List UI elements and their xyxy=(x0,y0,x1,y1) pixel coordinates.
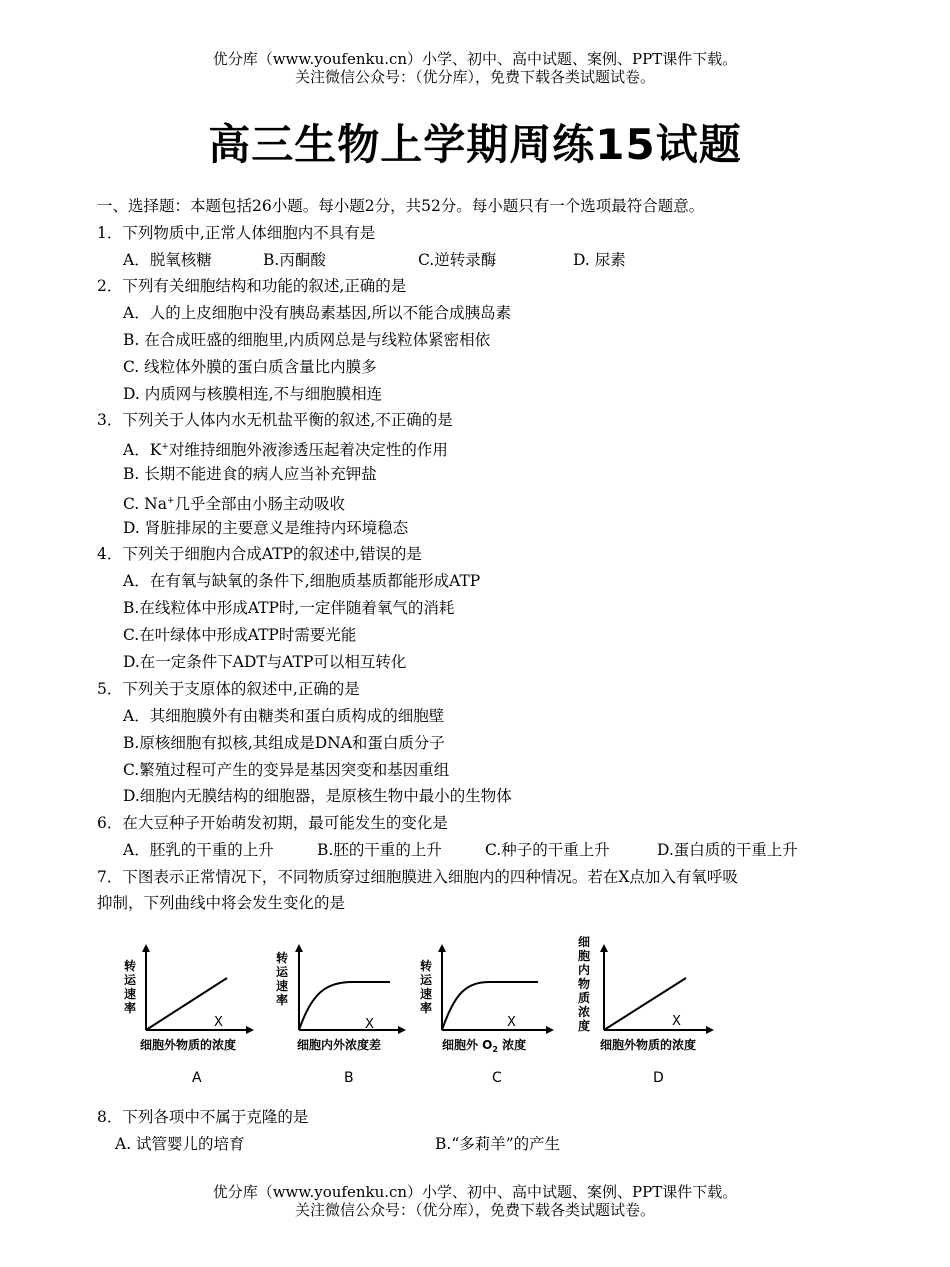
question-2-option-c: C. 线粒体外膜的蛋白质含量比内膜多 xyxy=(123,358,377,376)
option-b: B.胚的干重的上升 xyxy=(317,841,442,859)
graph-c-y-arrow xyxy=(438,944,446,952)
graph-b-ylabel-1: 转 xyxy=(276,951,289,965)
graph-d-ylabel-5: 质 xyxy=(578,991,591,1005)
graph-d-y-arrow xyxy=(600,944,608,952)
graph-a-x-arrow xyxy=(246,1026,254,1034)
graph-a-letter: A xyxy=(192,1070,202,1086)
graph-b-ylabel-3: 速 xyxy=(276,979,289,993)
graph-a-ylabel-2: 运 xyxy=(124,973,137,987)
question-2-option-b: B. 在合成旺盛的细胞里,内质网总是与线粒体紧密相依 xyxy=(123,331,491,349)
graph-d-xlabel: 细胞外物质的浓度 xyxy=(600,1038,697,1052)
graph-c-ylabel-4: 率 xyxy=(420,1001,433,1015)
graph-d-ylabel-1: 细 xyxy=(578,935,591,949)
graph-d xyxy=(578,934,714,1086)
question-6-options xyxy=(123,840,798,860)
footer-line-1: 优分库（www.youfenku.cn）小学、初中、高中试题、案例、PPT课件下载。 xyxy=(212,1183,738,1201)
graph-c-ylabel-3: 速 xyxy=(420,987,433,1001)
option-a: A．脱氧核糖 xyxy=(123,251,212,269)
graph-c-letter: C xyxy=(492,1070,502,1086)
graph-d-letter: D xyxy=(653,1070,664,1086)
question-4-stem: 4．下列关于细胞内合成ATP的叙述中,错误的是 xyxy=(97,545,422,563)
question-8-stem: 8．下列各项中不属于克隆的是 xyxy=(97,1108,309,1126)
question-3-option-c: C. Na+几乎全部由小肠主动吸收 xyxy=(123,495,346,514)
graph-c-x-mark: X xyxy=(507,1015,516,1030)
question-2-option-a: A．人的上皮细胞中没有胰岛素基因,所以不能合成胰岛素 xyxy=(123,304,512,322)
question-4-option-a: A．在有氧与缺氧的条件下,细胞质基质都能形成ATP xyxy=(123,572,481,590)
graph-c-ylabel-2: 运 xyxy=(420,973,433,987)
question-3-option-d: D. 肾脏排尿的主要意义是维持内环境稳态 xyxy=(123,519,409,537)
graph-b-y-arrow xyxy=(295,944,303,952)
page-title: 高三生物上学期周练15试题 xyxy=(208,120,742,169)
question-5-option-d: D.细胞内无膜结构的细胞器，是原核生物中最小的生物体 xyxy=(123,787,512,805)
graph-a xyxy=(124,944,254,1086)
graph-d-ylabel-2: 胞 xyxy=(578,949,591,963)
option-d: D.蛋白质的干重上升 xyxy=(657,841,798,859)
graph-a-y-arrow xyxy=(142,944,150,952)
graph-a-xlabel: 细胞外物质的浓度 xyxy=(140,1038,237,1052)
question-2-option-d: D. 内质网与核膜相连,不与细胞膜相连 xyxy=(123,385,383,403)
graph-d-ylabel-6: 浓 xyxy=(578,1005,591,1019)
question-6-stem: 6．在大豆种子开始萌发初期，最可能发生的变化是 xyxy=(97,814,448,832)
graph-a-ylabel-4: 率 xyxy=(124,1001,137,1015)
option-b: B.“多莉羊”的产生 xyxy=(435,1135,561,1153)
option-a: A. 试管婴儿的培育 xyxy=(115,1135,245,1153)
graph-b xyxy=(276,944,406,1086)
question-4-option-b: B.在线粒体中形成ATP时,一定伴随着氧气的消耗 xyxy=(123,599,455,617)
footer-line-2: 关注微信公众号：（优分库），免费下载各类试题试卷。 xyxy=(294,1201,655,1219)
question-1-stem: 1．下列物质中,正常人体细胞内不具有是 xyxy=(97,224,376,242)
graph-d-x-arrow xyxy=(706,1026,714,1034)
graph-c-x-arrow xyxy=(546,1026,554,1034)
transport-rate-figure xyxy=(112,932,752,1092)
question-3-option-a: A．K+对维持细胞外液渗透压起着决定性的作用 xyxy=(123,441,448,460)
header-line-1: 优分库（www.youfenku.cn）小学、初中、高中试题、案例、PPT课件下载。 xyxy=(212,50,738,68)
option-d: D. 尿素 xyxy=(573,251,626,269)
graph-b-curve xyxy=(299,982,390,1030)
graph-a-ylabel-1: 转 xyxy=(124,959,137,973)
graph-a-ylabel-3: 速 xyxy=(124,987,137,1001)
graph-b-letter: B xyxy=(344,1070,354,1086)
graph-b-xlabel: 细胞内外浓度差 xyxy=(297,1038,382,1052)
graph-c-ylabel-1: 转 xyxy=(420,959,433,973)
option-a: A．胚乳的干重的上升 xyxy=(123,841,274,859)
question-3-stem: 3．下列关于人体内水无机盐平衡的叙述,不正确的是 xyxy=(97,411,453,429)
question-7-stem-line-1: 7．下图表示正常情况下，不同物质穿过细胞膜进入细胞内的四种情况。若在X点加入有氧呼吸 xyxy=(97,868,738,886)
section-instruction: 一、选择题：本题包括26小题。每小题2分，共52分。每小题只有一个选项最符合题意。 xyxy=(97,197,705,215)
graph-b-ylabel-2: 运 xyxy=(276,965,289,979)
option-b: B.丙酮酸 xyxy=(263,251,326,269)
graph-c-curve xyxy=(442,982,538,1030)
graph-a-x-mark: X xyxy=(214,1015,223,1030)
option-c: C.种子的干重上升 xyxy=(485,841,610,859)
question-2-stem: 2．下列有关细胞结构和功能的叙述,正确的是 xyxy=(97,277,407,295)
question-4-option-d: D.在一定条件下ADT与ATP可以相互转化 xyxy=(123,653,407,671)
graph-d-ylabel-7: 度 xyxy=(578,1019,591,1033)
question-5-option-b: B.原核细胞有拟核,其组成是DNA和蛋白质分子 xyxy=(123,734,445,752)
question-3-option-b: B. 长期不能进食的病人应当补充钾盐 xyxy=(123,465,377,483)
graph-d-ylabel-4: 物 xyxy=(578,977,591,991)
question-7-stem-line-2: 抑制，下列曲线中将会发生变化的是 xyxy=(97,894,346,912)
graph-c-xlabel: 细胞外 $O_2$ 浓度 xyxy=(442,1038,527,1054)
question-5-option-c: C.繁殖过程可产生的变异是基因突变和基因重组 xyxy=(123,761,450,779)
graph-d-ylabel-3: 内 xyxy=(578,963,591,977)
graph-b-ylabel-4: 率 xyxy=(276,993,289,1007)
question-8-options xyxy=(115,1134,560,1154)
graph-b-x-mark: X xyxy=(365,1017,374,1032)
graph-d-x-mark: X xyxy=(672,1014,681,1029)
question-1-options xyxy=(123,250,626,270)
graph-b-x-arrow xyxy=(398,1026,406,1034)
question-5-option-a: A．其细胞膜外有由糖类和蛋白质构成的细胞壁 xyxy=(123,707,445,725)
header-line-2: 关注微信公众号：（优分库），免费下载各类试题试卷。 xyxy=(294,68,655,86)
graph-c xyxy=(420,944,554,1086)
option-c: C.逆转录酶 xyxy=(418,251,497,269)
question-4-option-c: C.在叶绿体中形成ATP时需要光能 xyxy=(123,626,357,644)
question-5-stem: 5．下列关于支原体的叙述中,正确的是 xyxy=(97,680,360,698)
